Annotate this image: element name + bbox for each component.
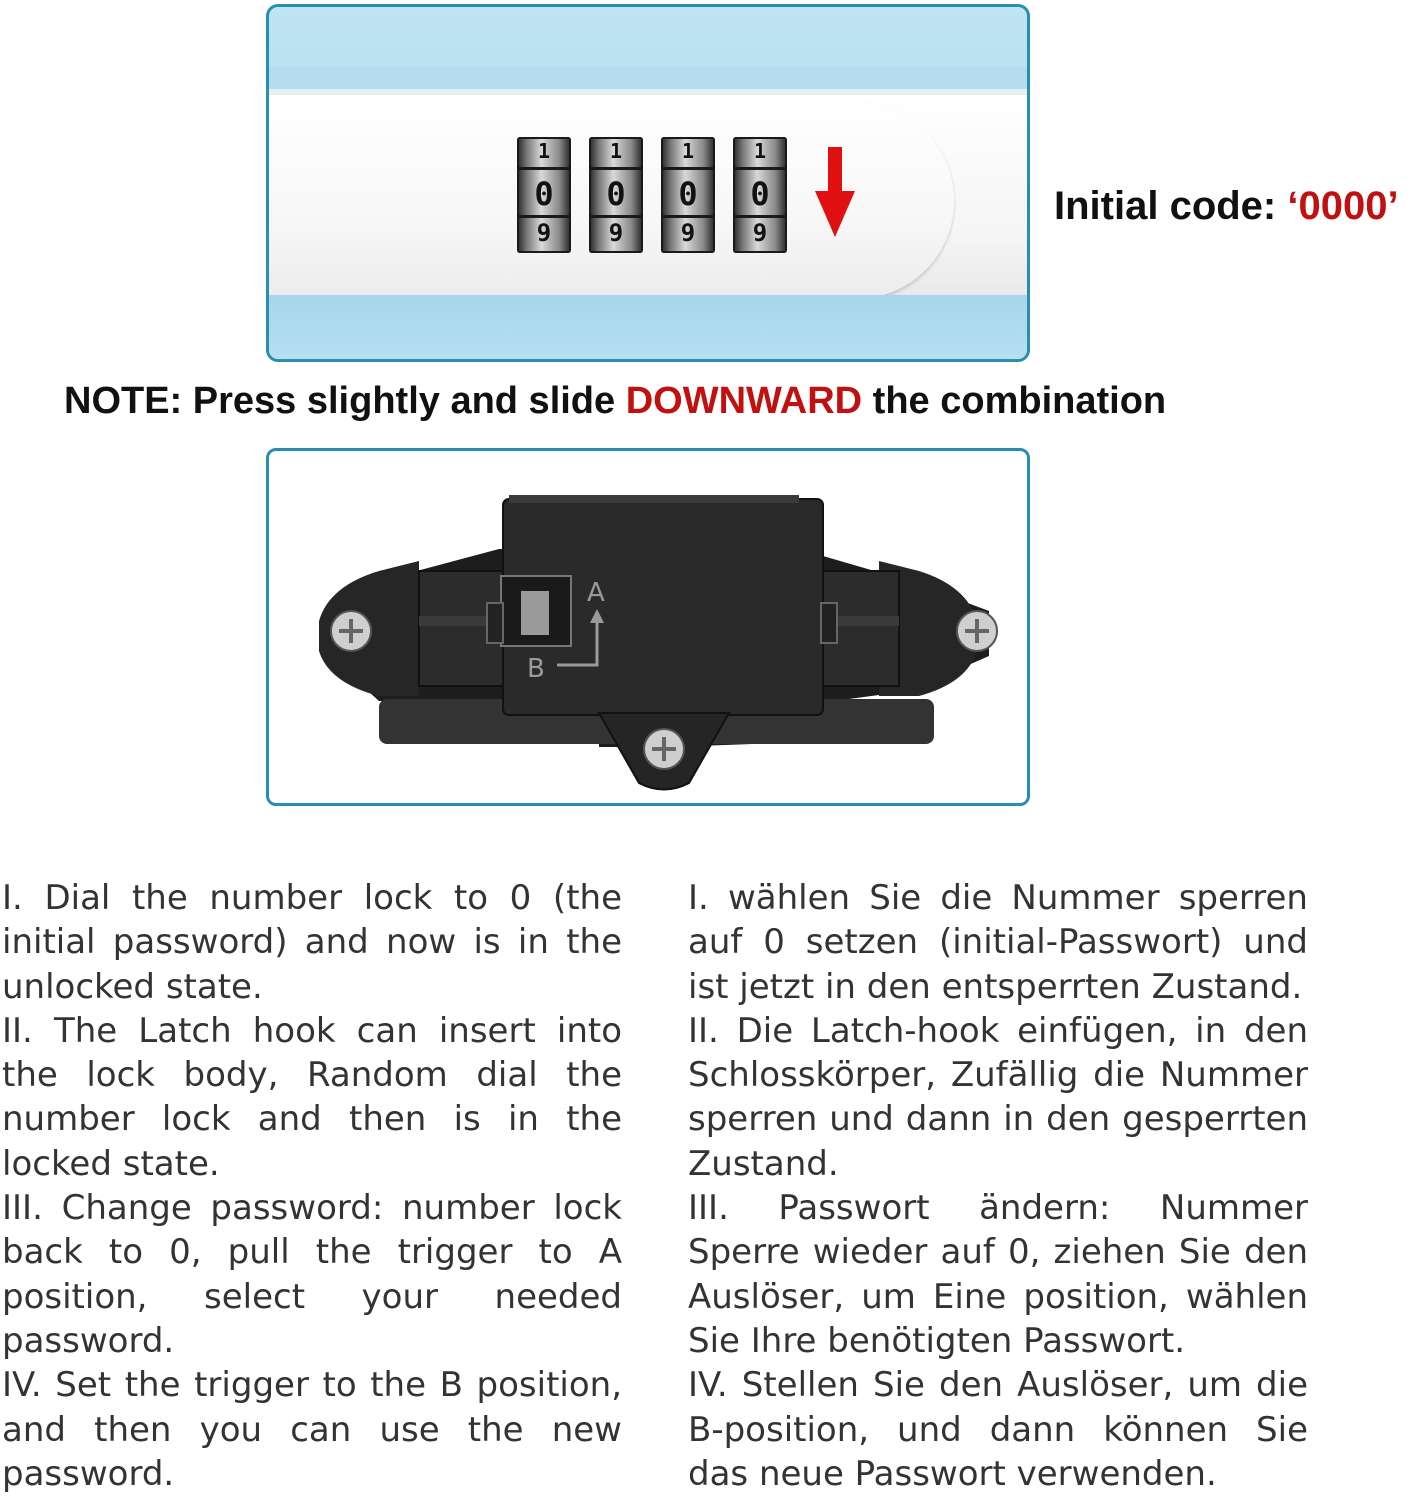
wheel-digit-top: 1	[753, 139, 767, 163]
initial-code-caption: Initial code:	[1054, 184, 1288, 228]
screw-icon	[957, 611, 997, 651]
wheel-digit-current: 0	[606, 175, 626, 213]
instruction-step: II. The Latch hook can insert into the lock body, Random dial the number lock and then is in the locked state.	[2, 1010, 622, 1184]
combination-lock-image	[266, 4, 1030, 362]
instruction-step: IV. Stellen Sie den Auslöser, um die B-position, und dann können Sie das neue Passwort verwenden.	[688, 1365, 1308, 1494]
instruction-step: I. wählen Sie die Nummer sperren auf 0 setzen (initial-Passwort) und ist jetzt in den entsperrten Zustand.	[688, 878, 1308, 1007]
case-rim	[269, 67, 1027, 89]
instruction-step: II. Die Latch-hook einfügen, in den Schlosskörper, Zufällig die Nummer sperren und dann in den gesperrten Zustand.	[688, 1010, 1308, 1184]
note-highlight: DOWNWARD	[625, 380, 863, 422]
wheel-digit-current: 0	[678, 175, 698, 213]
dial-wheel-4[interactable]	[733, 137, 787, 253]
wheel-digit-current: 0	[750, 175, 770, 213]
case-bottom-rim	[269, 295, 1027, 362]
wheel-digit-bottom: 9	[536, 219, 552, 247]
dial-wheel-1[interactable]	[517, 137, 571, 253]
wheel-band	[661, 167, 715, 170]
wheel-band	[517, 215, 571, 218]
note-text-after: the combination	[862, 380, 1167, 422]
wheel-band	[661, 215, 715, 218]
screw-icon	[644, 729, 684, 769]
dial-wheel-3[interactable]	[661, 137, 715, 253]
note-text-before: NOTE: Press slightly and slide	[64, 380, 626, 422]
wheel-digit-bottom: 9	[608, 219, 624, 247]
wheel-digit-top: 1	[537, 139, 551, 163]
instruction-step: III. Change password: number lock back to 0, pull the trigger to A position, select your needed password.	[2, 1188, 622, 1361]
latch-illustration	[269, 451, 1027, 803]
dial-wheel-2[interactable]	[589, 137, 643, 253]
latch-mechanism-image	[266, 448, 1030, 806]
wheel-digit-bottom: 9	[680, 219, 696, 247]
wheel-band	[589, 215, 643, 218]
wheel-digit-current: 0	[534, 175, 554, 213]
position-a-label: A	[587, 578, 605, 608]
position-b-label: B	[527, 654, 545, 684]
instruction-step: III. Passwort ändern: Nummer Sperre wieder auf 0, ziehen Sie den Auslöser, um Eine position, wählen Sie Ihre benötigten Passwort.	[688, 1188, 1308, 1361]
instructions-german	[688, 876, 1308, 1496]
wheel-band	[589, 167, 643, 170]
wheel-digit-bottom: 9	[752, 219, 768, 247]
initial-code-value: ‘0000’	[1287, 184, 1399, 228]
wheel-band	[733, 167, 787, 170]
initial-code-label	[1054, 184, 1399, 229]
arrow-down-icon	[815, 147, 855, 237]
wheel-digit-top: 1	[609, 139, 623, 163]
instruction-step: I. Dial the number lock to 0 (the initial password) and now is in the unlocked state.	[2, 878, 622, 1007]
instruction-step: IV. Set the trigger to the B position, and then you can use the new password.	[2, 1365, 622, 1494]
wheel-band	[517, 167, 571, 170]
wheel-digit-top: 1	[681, 139, 695, 163]
screw-icon	[331, 611, 371, 651]
wheel-band	[733, 215, 787, 218]
slide-note	[64, 380, 1166, 423]
instructions-english	[2, 876, 622, 1496]
